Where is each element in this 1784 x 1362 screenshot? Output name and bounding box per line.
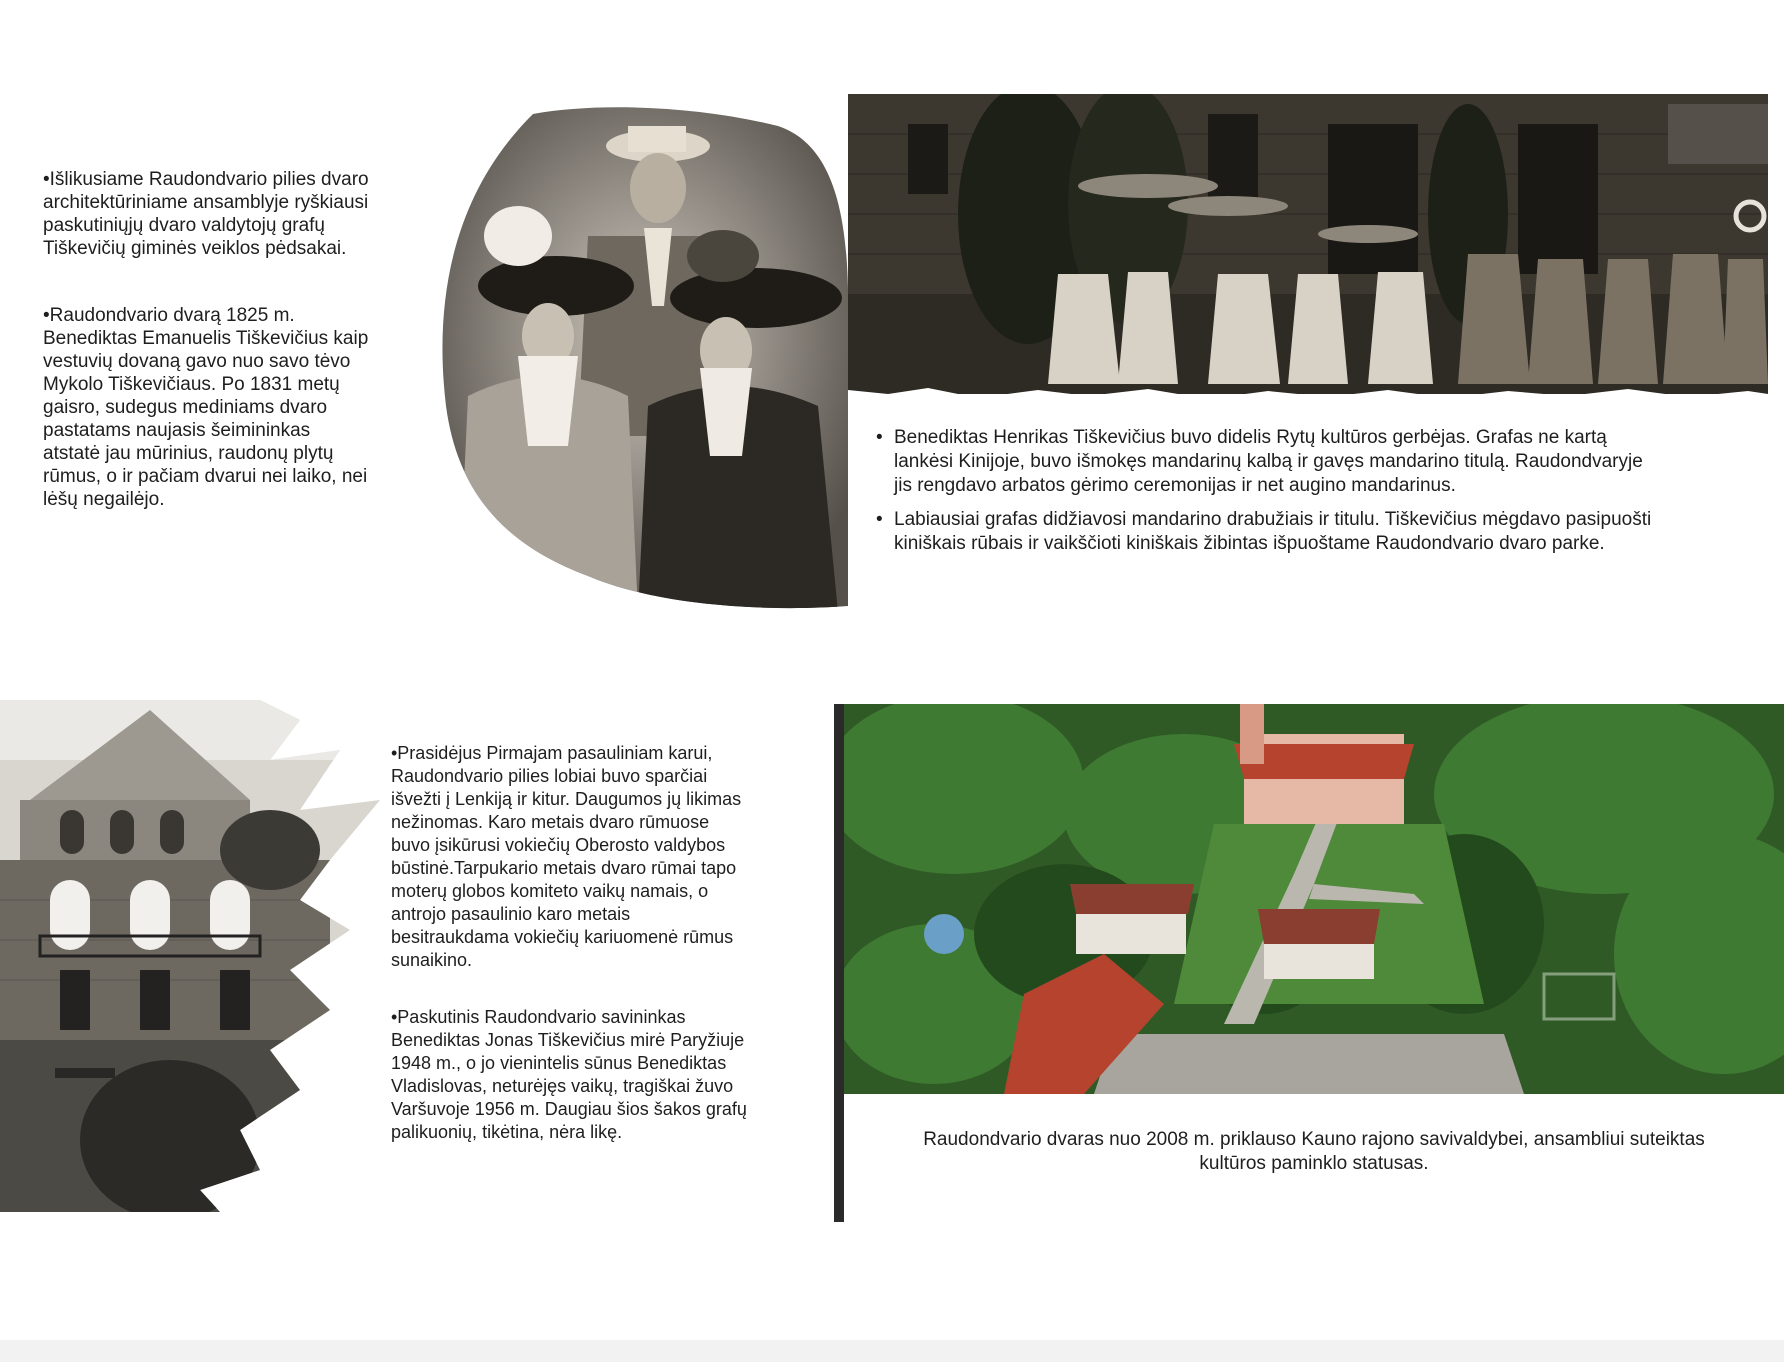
panel-aerial <box>834 704 1784 1224</box>
aerial-manor-photo-icon <box>844 704 1784 1094</box>
panel2-bullet-2: • Labiausiai grafas didžiavosi mandarino drabužiais ir titulu. Tiškevičius mėgdavo pasipuošti kiniškais rūbais ir vaikščioti kiniškais žibintas išpuoštame Raudondvario dvaro parke. <box>876 508 1766 556</box>
panel2-bullets <box>876 426 1766 566</box>
panel1-paragraph-2: •Raudondvario dvarą 1825 m. Benediktas Emanuelis Tiškevičius kaip vestuvių dovaną gavo nuo savo tėvo Mykolo Tiškevičiaus. Po 1831 metų gaisro, sudegus mediniams dvaro pastatams naujasis šeimininkas atstatė jau mūrinius, raudonų plytų rūmus, o ir pačiam dvarui nei laiko, nei lėšų negailėjo. <box>43 305 369 510</box>
portrait-photo-icon <box>438 106 850 612</box>
procession-photo-icon <box>848 94 1768 406</box>
ruined-palace-photo-icon <box>0 700 390 1212</box>
panel4-caption: Raudondvario dvaras nuo 2008 m. priklauso Kauno rajono savivaldybei, ansambliui suteiktas kultūros paminklo statusas. <box>923 1129 1705 1174</box>
panel2-bullet-1: • Benediktas Henrikas Tiškevičius buvo didelis Rytų kultūros gerbėjas. Grafas ne kartą lankėsi Kinijoje, buvo išmokęs mandarinų kalbą ir gavęs mandarino titulą. Raudondvaryje jis rengdavo arbatos gėrimo ceremonijas ir net augino mandarinus. <box>876 426 1766 498</box>
panel1-text <box>43 168 463 511</box>
panel3-paragraph-2: •Paskutinis Raudondvario savininkas Benediktas Jonas Tiškevičius mirė Paryžiuje 1948 m., o jo vienintelis sūnus Benediktas Vladislovas, neturėjęs vaikų, tragiškai žuvo Varšuvoje 1956 m. Daugiau šios šakos grafų palikuonių, tikėtina, nėra likę. <box>391 1007 747 1142</box>
panel1-paragraph-1: •Išlikusiame Raudondvario pilies dvaro architektūriniame ansamblyje ryškiausi paskutiniųjų dvaro valdytojų grafų Tiškevičių giminės veiklos pėdsakai. <box>43 169 369 259</box>
footer-strip <box>0 1340 1784 1362</box>
panel-ruins <box>0 700 830 1220</box>
caption-bar <box>834 704 844 1222</box>
panel-procession <box>848 94 1768 574</box>
panel3-paragraph-1: •Prasidėjus Pirmajam pasauliniam karui, Raudondvario pilies lobiai buvo sparčiai išvežti į Lenkiją ir kitur. Daugumos jų likimas nežinomas. Karo metais dvaro rūmuose buvo įsikūrusi vokiečių Oberosto valdybos būstinė.Tarpukario metais dvaro rūmai tapo moterų globos komiteto vaikų namais, o antrojo pasaulinio karo metais besitraukdama vokiečių kariuomenė rūmus sunaikino. <box>391 743 742 970</box>
panel-portrait <box>0 0 850 620</box>
panel3-text <box>391 742 821 1144</box>
